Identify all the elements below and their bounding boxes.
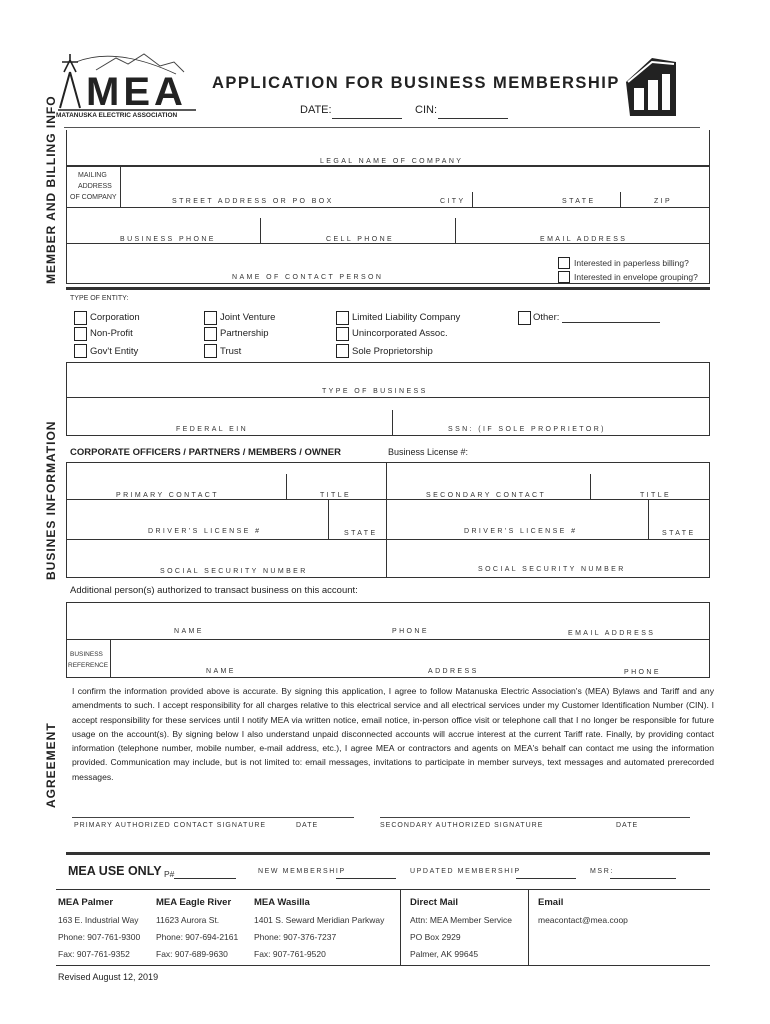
- cell-phone-label[interactable]: CELL PHONE: [326, 236, 395, 243]
- title1-label[interactable]: TITLE: [320, 492, 352, 499]
- ref-name-label[interactable]: NAME: [206, 668, 236, 675]
- ssn2-label[interactable]: SOCIAL SECURITY NUMBER: [478, 566, 626, 573]
- mea-use-heading: MEA USE ONLY: [68, 864, 162, 878]
- office-palmer-line3: Fax: 907-761-9352: [58, 949, 130, 959]
- state1-label[interactable]: STATE: [344, 530, 378, 537]
- business-reference-row: [66, 640, 710, 678]
- revised-date: Revised August 12, 2019: [58, 972, 159, 982]
- office-wasilla-name: MEA Wasilla: [254, 897, 310, 908]
- email-contact-address[interactable]: meacontact@mea.coop: [538, 915, 628, 925]
- state2-label[interactable]: STATE: [662, 530, 696, 537]
- state-label[interactable]: STATE: [562, 198, 596, 205]
- section-member-billing: MEMBER AND BILLING INFO: [44, 95, 58, 284]
- header-divider: [64, 127, 700, 128]
- office-wasilla-line1: 1401 S. Seward Meridian Parkway: [254, 915, 385, 925]
- trust-label: Trust: [220, 346, 242, 357]
- mea-logo: [56, 50, 206, 122]
- direct-mail-line1: Attn: MEA Member Service: [410, 915, 513, 925]
- federal-ein-label[interactable]: FEDERAL EIN: [176, 426, 249, 433]
- non-profit-checkbox[interactable]: [74, 327, 87, 341]
- business-phone-label[interactable]: BUSINESS PHONE: [120, 236, 216, 243]
- form-title: APPLICATION FOR BUSINESS MEMBERSHIP: [212, 74, 620, 92]
- office-palmer-line2: Phone: 907-761-9300: [58, 932, 141, 942]
- non-profit-label: Non-Profit: [90, 328, 133, 339]
- office-eagle-river-line2: Phone: 907-694-2161: [156, 932, 239, 942]
- updated-membership-field[interactable]: [516, 878, 576, 879]
- title2-label[interactable]: TITLE: [640, 492, 672, 499]
- street-label[interactable]: STREET ADDRESS OR PO BOX: [172, 198, 334, 205]
- type-of-business-label: TYPE OF BUSINESS: [322, 388, 428, 395]
- cin-field[interactable]: [438, 118, 508, 119]
- sole-proprietorship-label: Sole Proprietorship: [352, 346, 433, 357]
- other-label: Other:: [533, 312, 560, 323]
- envelope-checkbox[interactable]: [558, 271, 570, 283]
- govt-entity-label: Gov't Entity: [90, 346, 139, 357]
- primary-signature-label: PRIMARY AUTHORIZED CONTACT SIGNATURE: [74, 822, 267, 829]
- email-label[interactable]: EMAIL ADDRESS: [540, 236, 628, 243]
- section-divider-1: [66, 287, 710, 290]
- business-license-label: Business License #:: [388, 447, 469, 457]
- section-divider-2: [66, 852, 710, 855]
- ein-ssn-row: [66, 398, 710, 436]
- date2-label: DATE: [616, 822, 639, 829]
- p-number-label: P#: [164, 869, 175, 879]
- other-field[interactable]: [562, 322, 660, 323]
- secondary-signature-line[interactable]: [380, 817, 690, 818]
- joint-venture-checkbox[interactable]: [204, 311, 217, 325]
- paperless-label: Interested in paperless billing?: [574, 258, 689, 268]
- direct-mail-line2: PO Box 2929: [410, 932, 461, 942]
- mailing-address-row: [66, 166, 710, 208]
- office-eagle-river-line3: Fax: 907-689-9630: [156, 949, 228, 959]
- ssn-label[interactable]: SSN: (IF SOLE PROPRIETOR): [448, 426, 606, 433]
- llc-checkbox[interactable]: [336, 311, 349, 325]
- ssn1-label[interactable]: SOCIAL SECURITY NUMBER: [160, 568, 308, 575]
- secondary-signature-label: SECONDARY AUTHORIZED SIGNATURE: [380, 822, 544, 829]
- date-field[interactable]: [332, 118, 402, 119]
- new-membership-label: NEW MEMBERSHIP: [258, 868, 346, 875]
- add-name-label: NAME: [174, 628, 204, 635]
- drivers-license2-label[interactable]: DRIVER'S LICENSE #: [464, 528, 578, 535]
- legal-name-label: LEGAL NAME OF COMPANY: [320, 158, 464, 165]
- logo-org-name: MATANUSKA ELECTRIC ASSOCIATION: [56, 112, 178, 119]
- add-phone-label: PHONE: [392, 628, 429, 635]
- msr-label: MSR:: [590, 868, 614, 875]
- direct-mail-line3: Palmer, AK 99645: [410, 949, 479, 959]
- mailing-label-3: OF COMPANY: [70, 194, 117, 201]
- date-label: DATE:: [300, 104, 332, 116]
- unincorporated-checkbox[interactable]: [336, 327, 349, 341]
- logo-abbrev: MEA: [86, 70, 187, 114]
- secondary-contact-label[interactable]: SECONDARY CONTACT: [426, 492, 547, 499]
- email-contact-name: Email: [538, 897, 564, 908]
- entity-label: TYPE OF ENTITY:: [70, 295, 129, 302]
- joint-venture-label: Joint Venture: [220, 312, 276, 323]
- partnership-label: Partnership: [220, 328, 269, 339]
- trust-checkbox[interactable]: [204, 344, 217, 358]
- office-eagle-river-name: MEA Eagle River: [156, 897, 232, 908]
- updated-membership-label: UPDATED MEMBERSHIP: [410, 868, 521, 875]
- mailing-label-1: MAILING: [78, 172, 107, 179]
- partnership-checkbox[interactable]: [204, 327, 217, 341]
- ref-label-1: BUSINESS: [70, 651, 103, 658]
- corporation-label: Corporation: [90, 312, 140, 323]
- msr-field[interactable]: [610, 878, 676, 879]
- ref-phone-label[interactable]: PHONE: [624, 669, 661, 676]
- office-wasilla-line3: Fax: 907-761-9520: [254, 949, 326, 959]
- primary-signature-line[interactable]: [72, 817, 354, 818]
- office-eagle-river-line1: 11623 Aurora St.: [156, 915, 220, 925]
- new-membership-field[interactable]: [336, 878, 396, 879]
- unincorporated-label: Unincorporated Assoc.: [352, 328, 448, 339]
- direct-mail-name: Direct Mail: [410, 897, 459, 908]
- add-email-label: EMAIL ADDRESS: [568, 630, 656, 637]
- office-wasilla-line2: Phone: 907-376-7237: [254, 932, 337, 942]
- agreement-text: I confirm the information provided above is accurate. By signing this application, I agree to follow Matanuska Electric Association's (MEA) Bylaws and Tariff and any amendments to such. I accept responsibility for all charges relative to this electrical service and all electrical services under my Customer Identification Number (CIN). I accept responsibility for these services until I notify MEA via written notice, email notice, in-person office visit or telephone call that I no longer be responsible for future usage on the account(s). By signing below I also understand unpaid disconnected accounts will accrue interest at the current Tariff rate. Finally, by providing contact information (telephone number, mobile number, e-mail address, etc.), I agree MEA or contractors and agents on MEA's behalf can contact me using the information provided. Communication may include, but is not limited to: email messages, invitations to participate in member surveys, text messages and automated prerecorded messages.: [72, 686, 714, 782]
- contact-person-label: NAME OF CONTACT PERSON: [232, 274, 384, 281]
- mailing-label-2: ADDRESS: [78, 183, 112, 190]
- cin-label: CIN:: [415, 104, 437, 116]
- govt-entity-checkbox[interactable]: [74, 344, 87, 358]
- office-palmer-line1: 163 E. Industrial Way: [58, 915, 139, 925]
- p-number-field[interactable]: [174, 878, 236, 879]
- zip-label[interactable]: ZIP: [654, 198, 673, 205]
- ref-label-2: REFERENCE: [68, 662, 109, 669]
- officers-heading: CORPORATE OFFICERS / PARTNERS / MEMBERS / OWNER: [70, 447, 341, 458]
- date1-label: DATE: [296, 822, 319, 829]
- primary-contact-label[interactable]: PRIMARY CONTACT: [116, 492, 219, 499]
- drivers-license1-label[interactable]: DRIVER'S LICENSE #: [148, 528, 262, 535]
- other-checkbox[interactable]: [518, 311, 531, 325]
- ref-address-label[interactable]: ADDRESS: [428, 668, 479, 675]
- paperless-checkbox[interactable]: [558, 257, 570, 269]
- section-business-info: BUSINES INFORMATION: [44, 420, 58, 580]
- sole-proprietorship-checkbox[interactable]: [336, 344, 349, 358]
- llc-label: Limited Liability Company: [352, 312, 461, 323]
- building-icon: [622, 52, 680, 122]
- additional-persons-label: Additional person(s) authorized to transact business on this account:: [70, 585, 358, 596]
- envelope-label: Interested in envelope grouping?: [574, 272, 698, 282]
- city-label[interactable]: CITY: [440, 198, 466, 205]
- office-palmer-name: MEA Palmer: [58, 897, 114, 908]
- corporation-checkbox[interactable]: [74, 311, 87, 325]
- section-agreement: AGREEMENT: [44, 722, 58, 808]
